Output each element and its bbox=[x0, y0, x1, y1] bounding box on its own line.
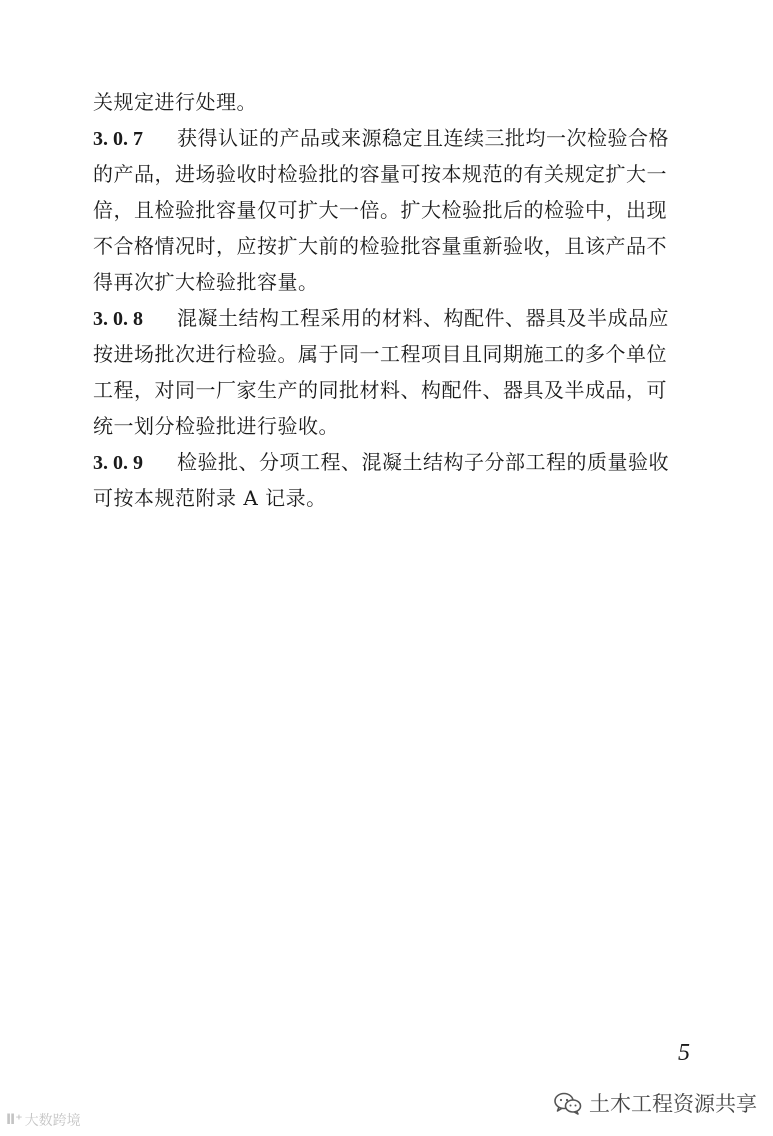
clause-number: 3. 0. 9 bbox=[93, 452, 143, 474]
clause-line: 统一划分检验批进行验收。 bbox=[93, 414, 339, 438]
clause-line bbox=[93, 444, 713, 480]
clause-line: 工程，对同一厂家生产的同批材料、构配件、器具及半成品，可 bbox=[93, 378, 667, 402]
clause-line: 按进场批次进行检验。属于同一工程项目且同期施工的多个单位 bbox=[93, 342, 667, 366]
clause-line: 可按本规范附录 A 记录。 bbox=[93, 486, 327, 510]
document-body bbox=[93, 84, 713, 516]
wechat-icon bbox=[553, 1091, 583, 1115]
clause-line: 的产品，进场验收时检验批的容量可按本规范的有关规定扩大一 bbox=[93, 162, 667, 186]
page-number: 5 bbox=[678, 1040, 690, 1066]
clause-line: 倍，且检验批容量仅可扩大一倍。扩大检验批后的检验中，出现 bbox=[93, 198, 667, 222]
clause-text: 获得认证的产品或来源稳定且连续三批均一次检验合格 bbox=[177, 126, 669, 150]
clause-number: 3. 0. 7 bbox=[93, 128, 143, 150]
clause-line bbox=[93, 300, 713, 336]
clause-line: 不合格情况时，应按扩大前的检验批容量重新验收，且该产品不 bbox=[93, 234, 667, 258]
clause-number: 3. 0. 8 bbox=[93, 308, 143, 330]
clause-text: 混凝土结构工程采用的材料、构配件、器具及半成品应 bbox=[177, 306, 669, 330]
clause-line: 得再次扩大检验批容量。 bbox=[93, 270, 319, 294]
clause-text: 检验批、分项工程、混凝土结构子分部工程的质量验收 bbox=[177, 450, 669, 474]
clause-line bbox=[93, 120, 713, 156]
intro-line: 关规定进行处理。 bbox=[93, 90, 257, 114]
watermark-right-text: 土木工程资源共享 bbox=[589, 1092, 757, 1116]
watermark-left bbox=[6, 1110, 81, 1130]
watermark-right bbox=[553, 1088, 757, 1118]
watermark-left-text: 大数跨境 bbox=[24, 1113, 81, 1129]
brand-logo-icon: Ⅱ⁺ bbox=[6, 1112, 23, 1128]
